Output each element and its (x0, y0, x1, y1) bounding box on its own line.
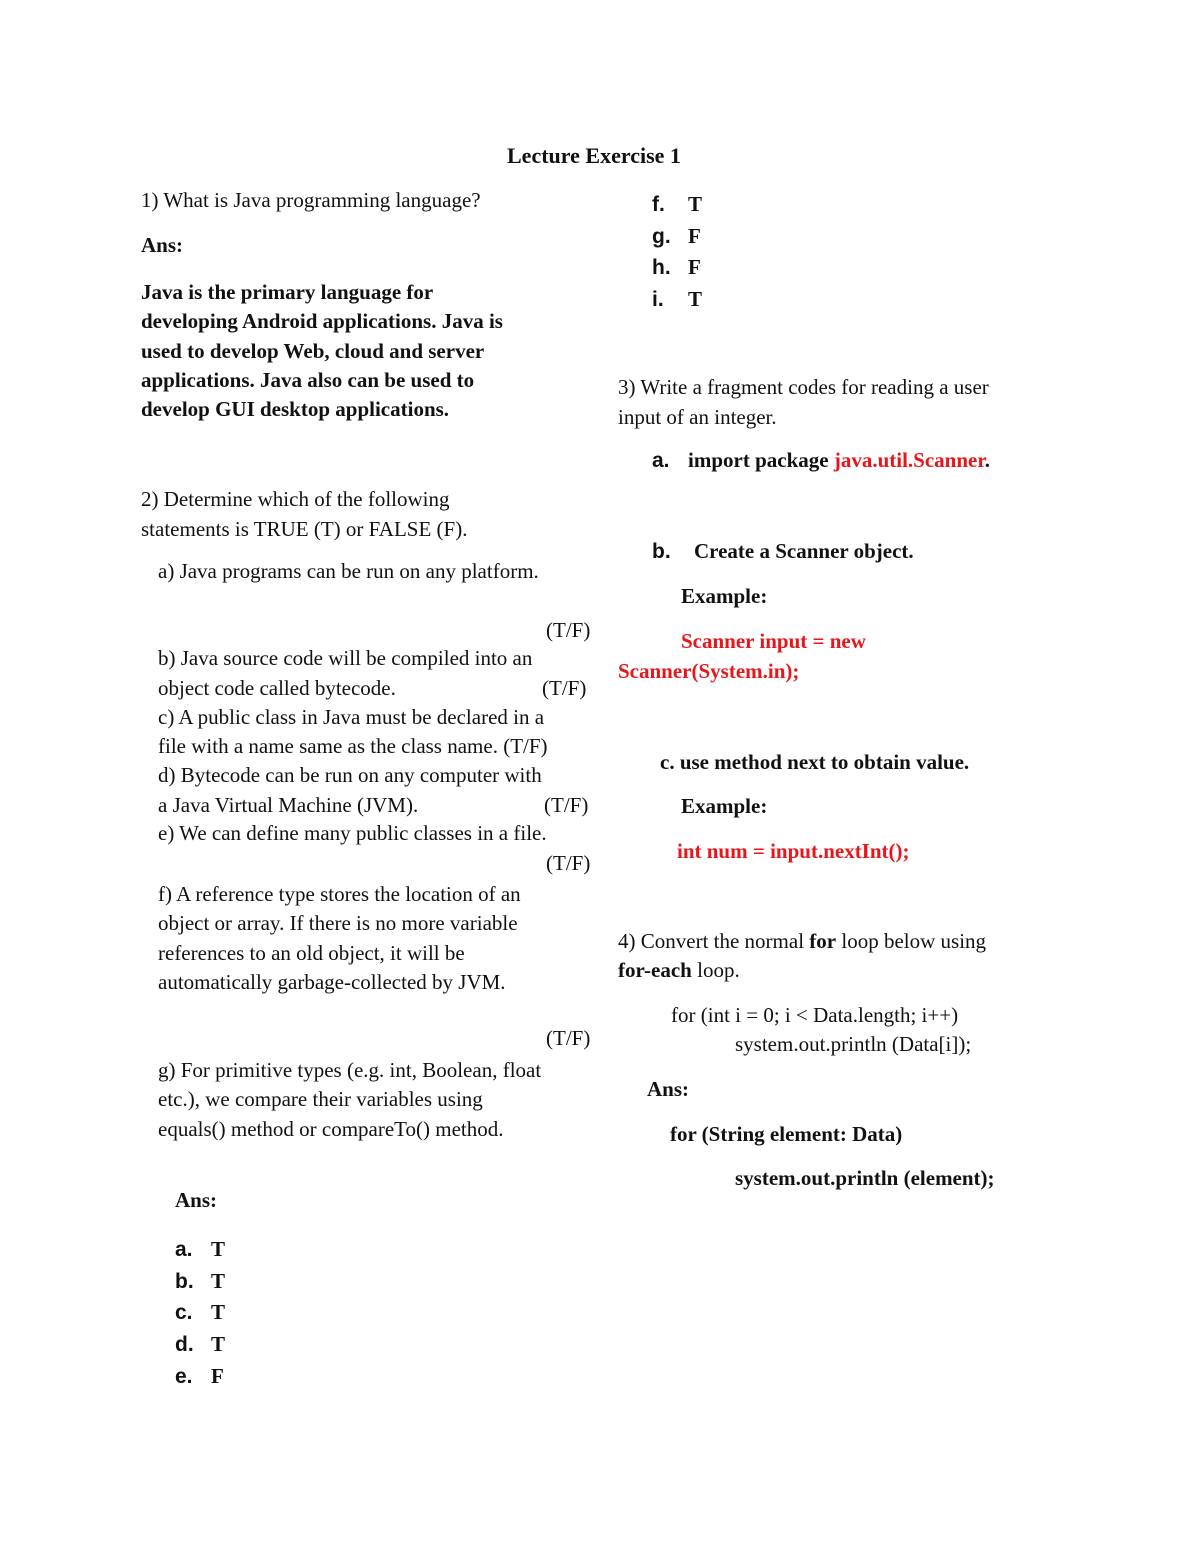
q4-foreach: for-each (618, 958, 692, 982)
answer-value: T (211, 1237, 226, 1261)
statement-g-line: equals() method or compareTo() method. (158, 1116, 504, 1141)
q1-ans-label: Ans: (141, 233, 184, 257)
q1-answer-line: develop GUI desktop applications. (141, 397, 450, 422)
q2-question-line: 2) Determine which of the following (141, 487, 450, 511)
statement-b-line1: b) Java source code will be compiled into an (158, 646, 533, 670)
q3-step-c: c. use method next to obtain value. (660, 750, 970, 774)
q3-question-line: 3) Write a fragment codes for reading a user (618, 375, 989, 399)
step-letter: a. (652, 449, 670, 472)
q2-question (141, 484, 467, 544)
q3-question (618, 372, 989, 432)
statement-b-line2: object code called bytecode. (158, 676, 396, 700)
statement-e: e) We can define many public classes in a file. (158, 821, 547, 845)
example-label: Example: (681, 584, 768, 608)
answer-item (652, 252, 702, 284)
tf-marker: (T/F) (546, 851, 591, 875)
tf-marker: (T/F) (546, 618, 591, 642)
q1-answer-line: applications. Java also can be used to (141, 367, 475, 392)
q1-answer-line: developing Android applications. Java is (141, 309, 503, 334)
q1-answer-line: Java is the primary language for (141, 280, 434, 304)
answer-letter: a. (175, 1238, 193, 1261)
page-title: Lecture Exercise 1 (507, 143, 681, 168)
statement-g-line: etc.), we compare their variables using (158, 1087, 483, 1112)
answer-value: T (211, 1332, 226, 1357)
q1-question: 1) What is Java programming language? (141, 188, 481, 212)
statement-d-line1: d) Bytecode can be run on any computer with (158, 763, 542, 787)
q4-end: loop. (691, 958, 740, 982)
step-letter: b. (652, 540, 671, 563)
answer-item (652, 221, 702, 253)
q1-answer-line: used to develop Web, cloud and server (141, 338, 485, 363)
loop-code-line1: for (int i = 0; i < Data.length; i++) (671, 1003, 959, 1027)
answer-item (175, 1297, 225, 1329)
example-label: Example: (681, 794, 768, 818)
step-b-text: Create a Scanner object. (694, 539, 914, 563)
tf-marker: (T/F) (542, 676, 587, 700)
statement-f-line: references to an old object, it will be (158, 940, 465, 965)
q2-ans-label: Ans: (175, 1188, 218, 1212)
answer-item (652, 189, 702, 221)
statement-f-line: object or array. If there is no more variable (158, 911, 518, 936)
answer-value: T (688, 287, 703, 312)
step-a-end: . (984, 448, 990, 472)
answer-value: T (211, 1300, 226, 1325)
statement-a: a) Java programs can be run on any platform. (158, 559, 539, 583)
loop-code-line2: system.out.println (Data[i]); (735, 1032, 972, 1056)
answer-item (652, 284, 702, 316)
statement-c-line1: c) A public class in Java must be declared in a (158, 705, 545, 729)
q2-answers-right (652, 189, 702, 316)
statement-f-line: automatically garbage-collected by JVM. (158, 969, 506, 994)
answer-value: F (211, 1363, 224, 1388)
q3-question-line: input of an integer. (618, 405, 777, 429)
q4-prefix: 4) Convert the normal (618, 929, 810, 953)
q3-step-b (652, 539, 914, 564)
q2-answers-left (175, 1234, 225, 1393)
answer-letter: h. (652, 256, 671, 280)
q4-mid: loop below using (836, 929, 987, 953)
answer-value: F (688, 223, 701, 248)
statement-d-line2: a Java Virtual Machine (JVM). (158, 793, 419, 817)
nextint-code: int num = input.nextInt(); (677, 839, 910, 863)
foreach-code-line1: for (String element: Data) (670, 1122, 903, 1146)
statement-c-line2: file with a name same as the class name. (T/F) (158, 734, 548, 758)
scanner-code-line1: Scanner input = new (681, 629, 866, 653)
q3-step-a (652, 448, 990, 473)
q4-question-line2 (618, 958, 740, 983)
answer-item (175, 1234, 225, 1266)
statement-g-line: g) For primitive types (e.g. int, Boolean, float (158, 1058, 542, 1082)
tf-marker: (T/F) (546, 1026, 591, 1050)
answer-letter: i. (652, 288, 664, 312)
scanner-code-line2: Scanner(System.in); (618, 659, 800, 683)
answer-value: T (688, 192, 703, 216)
answer-item (175, 1329, 225, 1361)
statement-f (158, 880, 521, 997)
answer-letter: b. (175, 1269, 194, 1293)
answer-letter: e. (175, 1364, 193, 1388)
statement-f-line: f) A reference type stores the location of an (158, 882, 521, 906)
q4-for: for (809, 929, 837, 953)
q4-question-line1 (618, 929, 986, 954)
answer-item (175, 1266, 225, 1298)
answer-item (175, 1361, 225, 1393)
q2-question-line: statements is TRUE (T) or FALSE (F). (141, 517, 468, 541)
q4-ans-label: Ans: (647, 1077, 690, 1101)
answer-letter: d. (175, 1333, 194, 1357)
step-a-text: import package (688, 448, 834, 472)
foreach-code-line2: system.out.println (element); (735, 1166, 995, 1190)
statement-g (158, 1056, 541, 1144)
answer-value: F (688, 255, 701, 280)
step-a-code: java.util.Scanner (833, 448, 985, 472)
q1-answer (141, 278, 503, 424)
answer-letter: g. (652, 224, 671, 248)
answer-letter: f. (652, 193, 665, 216)
tf-marker: (T/F) (544, 793, 589, 817)
answer-value: T (211, 1268, 226, 1293)
answer-letter: c. (175, 1301, 193, 1325)
